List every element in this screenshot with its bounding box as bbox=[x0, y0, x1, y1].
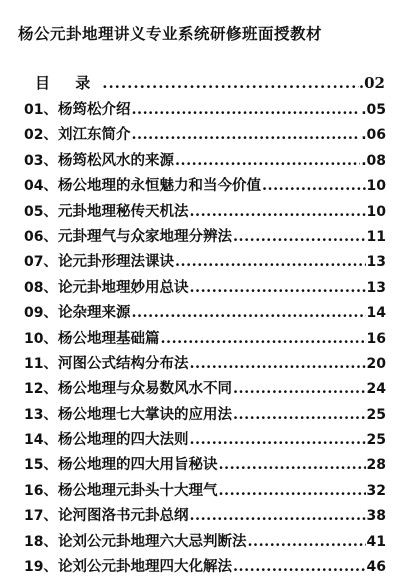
toc-entry-number: 18、 bbox=[24, 533, 58, 550]
toc-entry-number: 13、 bbox=[24, 406, 58, 423]
toc-entry-page: 10 bbox=[366, 178, 386, 195]
toc-entry-title: 元卦地理秘传天机法 bbox=[58, 202, 189, 220]
dot-leader bbox=[132, 304, 366, 321]
toc-entry-title: 元卦理气与众家地理分辨法 bbox=[58, 227, 232, 245]
toc-entry bbox=[24, 453, 386, 478]
toc-entry-title: 杨公地理与众易数风水不同 bbox=[58, 380, 232, 398]
toc-entry bbox=[24, 428, 386, 453]
dot-leader bbox=[175, 253, 366, 270]
toc-entry-number: 19、 bbox=[24, 559, 58, 576]
toc-entry-page: 11 bbox=[366, 228, 386, 245]
toc-heading-page: .02 bbox=[358, 74, 385, 92]
toc-entry bbox=[24, 403, 386, 428]
toc-entry-page: 25 bbox=[366, 432, 386, 449]
toc-entry-page: 41 bbox=[366, 533, 386, 550]
toc-entry-title: 论元卦地理妙用总诀 bbox=[58, 278, 189, 296]
toc-entry bbox=[24, 250, 386, 275]
toc-entry bbox=[24, 98, 386, 123]
dot-leader bbox=[161, 330, 366, 347]
toc-entry-number: 01、 bbox=[24, 102, 58, 118]
toc-entry-title: 论刘公元卦地理四大化解法 bbox=[58, 558, 232, 576]
toc-entry bbox=[24, 174, 386, 199]
toc-entry-page: 14 bbox=[366, 305, 386, 322]
toc-entry bbox=[24, 149, 386, 174]
toc-entry bbox=[24, 504, 386, 529]
toc-entry-page: 28 bbox=[366, 457, 386, 474]
toc-entry-number: 09、 bbox=[24, 305, 58, 322]
dot-leader bbox=[175, 152, 360, 169]
dot-leader bbox=[219, 456, 366, 473]
dot-leader bbox=[190, 507, 366, 524]
toc-entry-page: 24 bbox=[366, 381, 386, 398]
toc-entry-page: 13 bbox=[366, 279, 386, 296]
dot-leader bbox=[233, 406, 366, 423]
toc-entry-title: 论河图洛书元卦总纲 bbox=[58, 507, 189, 525]
toc-entry bbox=[24, 123, 386, 148]
dot-leader bbox=[132, 101, 361, 118]
toc-entry bbox=[24, 200, 386, 225]
toc-entry-page: .05 bbox=[361, 102, 386, 118]
toc-entry-title: 杨公地理基础篇 bbox=[58, 329, 160, 347]
toc-entry-number: 03、 bbox=[24, 152, 58, 169]
toc-entry-page: 25 bbox=[366, 406, 386, 423]
toc-entry-page: 20 bbox=[366, 355, 386, 372]
dot-leader bbox=[190, 203, 366, 220]
dot-leader bbox=[233, 558, 366, 575]
toc-entry-page: .08 bbox=[361, 152, 386, 169]
toc-entry bbox=[24, 276, 386, 301]
toc-entry bbox=[24, 301, 386, 326]
toc-entry-title: 论元卦形理法课诀 bbox=[58, 253, 174, 271]
dot-leader bbox=[190, 279, 366, 296]
toc-entry-title: 杨筠松介绍 bbox=[58, 101, 131, 118]
toc-entry bbox=[24, 479, 386, 504]
dot-leader bbox=[248, 533, 366, 550]
toc-entry-number: 07、 bbox=[24, 254, 58, 271]
toc-entry-number: 15、 bbox=[24, 457, 58, 474]
toc-entry-number: 06、 bbox=[24, 228, 58, 245]
toc-entry-title: 杨公地理的四大法则 bbox=[58, 431, 189, 449]
toc-entry-page: 16 bbox=[366, 330, 386, 347]
toc-entry-number: 12、 bbox=[24, 381, 58, 398]
dot-leader bbox=[102, 74, 359, 92]
page-title: 杨公元卦地理讲义专业系统研修班面授教材 bbox=[18, 24, 323, 43]
toc-entry-page: 13 bbox=[366, 254, 386, 271]
toc-entry bbox=[24, 530, 386, 555]
toc-entry-title: 杨公地理元卦头十大理气 bbox=[58, 481, 218, 499]
toc-entry-title: 河图公式结构分布法 bbox=[58, 354, 189, 372]
toc-entry bbox=[24, 327, 386, 352]
dot-leader bbox=[233, 228, 366, 245]
toc-entry-number: 10、 bbox=[24, 330, 58, 347]
toc-heading-label: 目 录 bbox=[35, 74, 101, 92]
toc-entry-number: 14、 bbox=[24, 432, 58, 449]
toc-heading bbox=[35, 72, 385, 94]
toc-entry-page: 46 bbox=[366, 559, 386, 576]
toc-entry-title: 杨公地理的永恒魅力和当今价值 bbox=[58, 177, 261, 195]
dot-leader bbox=[190, 355, 366, 372]
toc-entry bbox=[24, 377, 386, 402]
toc-entry-number: 17、 bbox=[24, 508, 58, 525]
toc-entry-number: 11、 bbox=[24, 355, 58, 372]
toc-entry-title: 杨筠松风水的来源 bbox=[58, 151, 174, 169]
toc-entry-title: 刘江东简介 bbox=[58, 126, 131, 144]
toc-list bbox=[24, 98, 386, 580]
dot-leader bbox=[190, 431, 366, 448]
toc-entry-title: 杨公地理七大掌诀的应用法 bbox=[58, 405, 232, 423]
toc-entry-page: 32 bbox=[366, 482, 386, 499]
toc-entry-title: 杨公地理的四大用旨秘诀 bbox=[58, 456, 218, 474]
toc-entry bbox=[24, 352, 386, 377]
toc-entry-number: 08、 bbox=[24, 279, 58, 296]
toc-entry-page: 10 bbox=[366, 203, 386, 220]
dot-leader bbox=[132, 126, 361, 143]
toc-entry-page: .06 bbox=[361, 127, 386, 144]
toc-entry-number: 02、 bbox=[24, 127, 58, 144]
toc-entry-page: 38 bbox=[366, 508, 386, 525]
toc-entry bbox=[24, 225, 386, 250]
dot-leader bbox=[262, 177, 366, 194]
toc-entry-number: 16、 bbox=[24, 482, 58, 499]
toc-entry-title: 论刘公元卦地理六大忌判断法 bbox=[58, 532, 247, 550]
toc-entry-title: 论杂理来源 bbox=[58, 304, 131, 322]
dot-leader bbox=[219, 482, 366, 499]
toc-entry-number: 04、 bbox=[24, 178, 58, 195]
toc-entry bbox=[24, 555, 386, 580]
toc-entry-number: 05、 bbox=[24, 203, 58, 220]
dot-leader bbox=[233, 380, 366, 397]
